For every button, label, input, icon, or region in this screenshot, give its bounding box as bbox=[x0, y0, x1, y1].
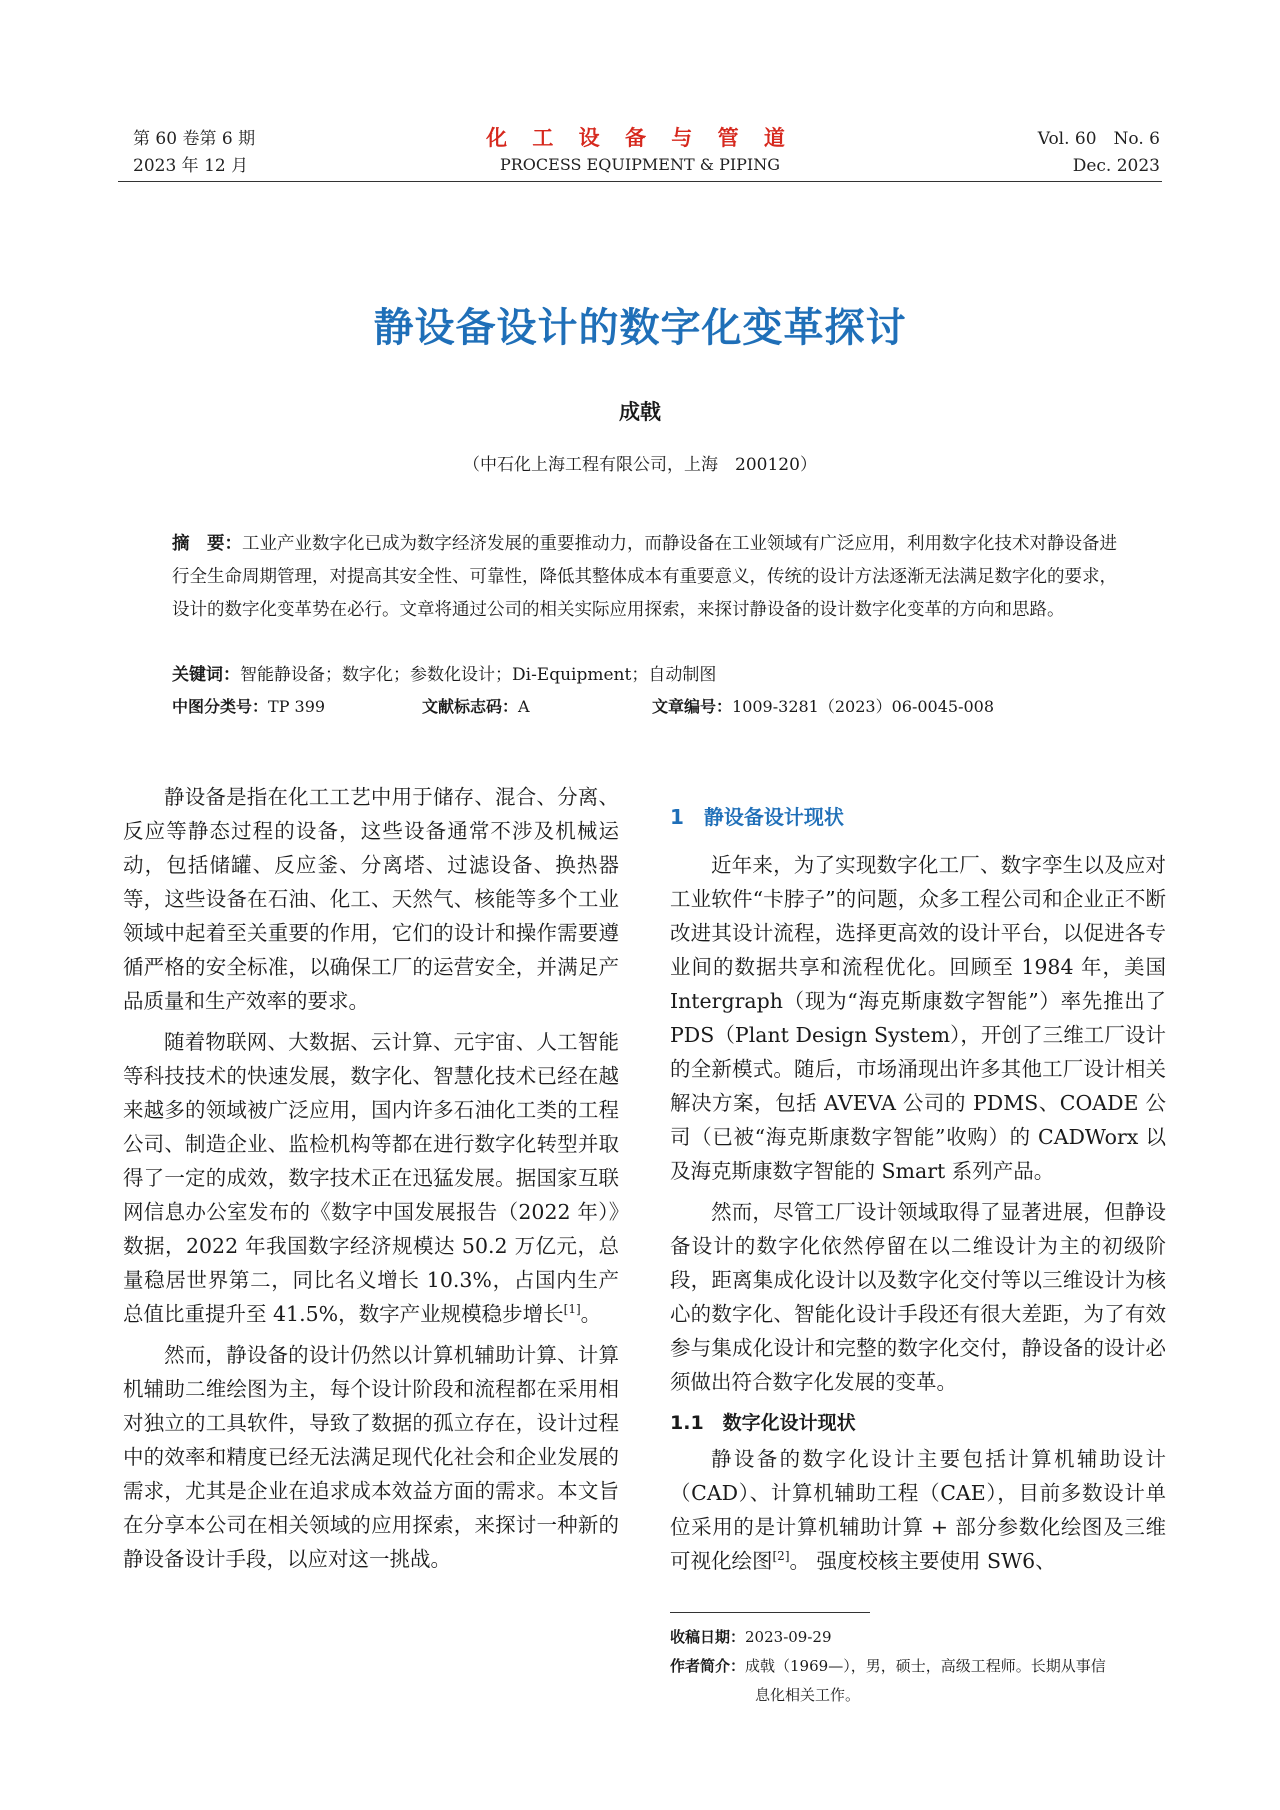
date-cn: 2023 年 12 月 bbox=[133, 156, 249, 176]
received-value: 2023-09-29 bbox=[745, 1628, 832, 1646]
paragraph-end: 。 强度校核主要使用 SW6、 bbox=[789, 1549, 1056, 1573]
paragraph-text: 随着物联网、大数据、云计算、元宇宙、人工智能等科技技术的快速发展，数字化、智慧化技术已经在越来越多的领域被广泛应用，国内许多石油化工类的工程公司、制造企业、监检机构等都在进行数字化转型并取得了一定的成效，数字技术正在迅猛发展。据国家互联网信息办公室发布的《数字中国发展报告（2022 年）》数据，2022 年我国数字经济规模达 50.2 万亿元，总量稳居世界第二，同比名义增长 10.3%，占国内生产总值比重提升至 41.5%，数字产业规模稳步增长 bbox=[123, 1030, 619, 1326]
left-column bbox=[123, 780, 619, 1583]
clc-label: 中图分类号： bbox=[172, 697, 269, 716]
journal-title-cn: 化 工 设 备 与 管 道 bbox=[486, 126, 794, 150]
citation-ref[interactable]: [1] bbox=[563, 1302, 581, 1317]
paragraph bbox=[123, 1025, 619, 1331]
abstract bbox=[172, 528, 1117, 627]
document-code bbox=[422, 693, 530, 720]
document-code-value: A bbox=[518, 697, 530, 716]
subsection-heading: 1.1 数字化设计现状 bbox=[670, 1412, 856, 1434]
section-heading: 1 静设备设计现状 bbox=[670, 805, 844, 829]
received-date bbox=[670, 1624, 1170, 1651]
paragraph-text: 静设备的数字化设计主要包括计算机辅助设计（CAD）、计算机辅助工程（CAE），目前多数设计单位采用的是计算机辅助计算 + 部分参数化绘图及三维可视化绘图 bbox=[670, 1447, 1166, 1573]
author-affiliation: （中石化上海工程有限公司，上海 200120） bbox=[463, 455, 817, 475]
abstract-text: 工业产业数字化已成为数字经济发展的重要推动力，而静设备在工业领域有广泛应用，利用数字化技术对静设备进行全生命周期管理，对提高其安全性、可靠性，降低其整体成本有重要意义，传统的设计方法逐渐无法满足数字化的要求，设计的数字化变革势在必行。文章将通过公司的相关实际应用探索，来探讨静设备的设计数字化变革的方向和思路。 bbox=[172, 534, 1117, 620]
paragraph: 然而，尽管工厂设计领域取得了显著进展，但静设备设计的数字化依然停留在以二维设计为主的初级阶段，距离集成化设计以及数字化交付等以三维设计为核心的数字化、智能化设计手段还有很大差距，为了有效参与集成化设计和完整的数字化交付，静设备的设计必须做出符合数字化发展的变革。 bbox=[670, 1200, 1166, 1394]
paragraph: 近年来，为了实现数字化工厂、数字孪生以及应对工业软件“卡脖子”的问题，众多工程公司和企业正不断改进其设计流程，选择更高效的设计平台，以促进各专业间的数据共享和流程优化。回顾至 1984 年，美国 Intergraph（现为“海克斯康数字智能”）率先推出了 PDS（Plant Design System），开创了三维工厂设计的全新模式。随后，市场涌现出许多其他工厂设计相关解决方案，包括 AVEVA 公司的 PDMS、COADE 公司（已被“海克斯康数字智能”收购）的 CADWorx 以及海克斯康数字智能的 Smart 系列产品。 bbox=[670, 853, 1166, 1183]
citation-ref[interactable]: [2] bbox=[772, 1549, 790, 1564]
volume-cn: 第 60 卷第 6 期 bbox=[133, 129, 256, 149]
author-bio bbox=[670, 1653, 1170, 1680]
paragraph: 静设备是指在化工工艺中用于储存、混合、分离、反应等静态过程的设备，这些设备通常不涉及机械运动，包括储罐、反应釜、分离塔、过滤设备、换热器等，这些设备在石油、化工、天然气、核能等多个工业领域中起着至关重要的作用，它们的设计和操作需要遵循严格的安全标准，以确保工厂的运营安全，并满足产品质量和生产效率的要求。 bbox=[123, 785, 619, 1013]
received-label: 收稿日期： bbox=[670, 1628, 746, 1646]
volume-en: Vol. 60 No. 6 bbox=[1037, 129, 1160, 149]
author-bio-continued: 息化相关工作。 bbox=[755, 1686, 861, 1704]
keywords-text: 智能静设备；数字化；参数化设计；Di-Equipment；自动制图 bbox=[240, 665, 717, 685]
journal-title-en: PROCESS EQUIPMENT & PIPING bbox=[499, 155, 781, 174]
right-column bbox=[670, 780, 1166, 1585]
paragraph bbox=[670, 1442, 1166, 1578]
article-author: 成戟 bbox=[619, 399, 661, 424]
document-code-label: 文献标志码： bbox=[422, 697, 519, 716]
abstract-label: 摘 要： bbox=[172, 534, 242, 554]
clc-number bbox=[172, 693, 325, 720]
article-number-label: 文章编号： bbox=[652, 697, 733, 716]
paragraph-end: 。 bbox=[580, 1302, 602, 1326]
paragraph: 然而，静设备的设计仍然以计算机辅助计算、计算机辅助二维绘图为主，每个设计阶段和流程都在采用相对独立的工具软件，导致了数据的孤立存在，设计过程中的效率和精度已经无法满足现代化社会和企业发展的需求，尤其是企业在追求成本效益方面的需求。本文旨在分享本公司在相关领域的应用探索，来探讨一种新的静设备设计手段，以应对这一挑战。 bbox=[123, 1343, 619, 1571]
keywords-label: 关键词： bbox=[172, 665, 240, 685]
article-number bbox=[652, 693, 994, 720]
date-en: Dec. 2023 bbox=[1072, 156, 1160, 176]
article-title: 静设备设计的数字化变革探讨 bbox=[373, 305, 907, 351]
article-number-value: 1009-3281（2023）06-0045-008 bbox=[732, 697, 995, 716]
bio-value: 成戟（1969—），男，硕士，高级工程师。长期从事信 bbox=[745, 1657, 1106, 1675]
header-rule bbox=[118, 181, 1162, 182]
bio-label: 作者简介： bbox=[670, 1657, 746, 1675]
clc-value: TP 399 bbox=[268, 697, 326, 716]
keywords bbox=[172, 662, 716, 689]
header-right bbox=[1038, 126, 1160, 180]
footnote-rule bbox=[670, 1612, 870, 1613]
